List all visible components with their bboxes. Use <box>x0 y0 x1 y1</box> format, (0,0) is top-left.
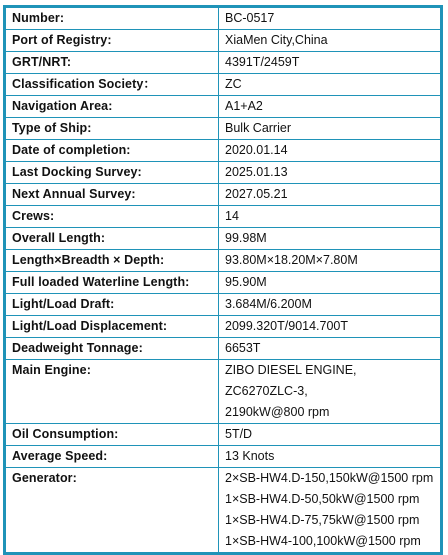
ship-specifications-sheet <box>3 5 443 555</box>
spec-label: Deadweight Tonnage: <box>6 338 219 360</box>
spec-value <box>219 8 441 30</box>
spec-row <box>6 140 441 162</box>
spec-value-line: 2027.05.21 <box>225 187 288 201</box>
spec-value-line: 1×SB-HW4-100,100kW@1500 rpm <box>225 534 421 548</box>
spec-value-line: Bulk Carrier <box>225 121 291 135</box>
spec-row <box>6 338 441 360</box>
spec-value-line: ZC <box>225 77 242 91</box>
spec-label: Next Annual Survey: <box>6 184 219 206</box>
spec-label: Navigation Area: <box>6 96 219 118</box>
spec-value-line: 1×SB-HW4.D-75,75kW@1500 rpm <box>225 513 420 527</box>
spec-value <box>219 206 441 228</box>
spec-label: Crews: <box>6 206 219 228</box>
spec-value <box>219 140 441 162</box>
spec-value-line: A1+A2 <box>225 99 263 113</box>
spec-label: Overall Length: <box>6 228 219 250</box>
specifications-table-body <box>6 8 441 553</box>
spec-label: Classification Society： <box>6 74 219 96</box>
spec-label: Number: <box>6 8 219 30</box>
spec-value-line: 2025.01.13 <box>225 165 288 179</box>
spec-row <box>6 118 441 140</box>
spec-value <box>219 446 441 468</box>
spec-row <box>6 424 441 446</box>
spec-label: Date of completion: <box>6 140 219 162</box>
spec-row <box>6 184 441 206</box>
spec-value-line: 6653T <box>225 341 261 355</box>
spec-label: Oil Consumption: <box>6 424 219 446</box>
spec-value-line: 3.684M/6.200M <box>225 297 312 311</box>
spec-label: Average Speed: <box>6 446 219 468</box>
spec-value <box>219 360 441 424</box>
spec-row <box>6 250 441 272</box>
spec-value <box>219 250 441 272</box>
spec-label: Full loaded Waterline Length: <box>6 272 219 294</box>
spec-row <box>6 446 441 468</box>
spec-label: Light/Load Draft: <box>6 294 219 316</box>
spec-row <box>6 272 441 294</box>
spec-value-line: BC-0517 <box>225 11 275 25</box>
spec-value-line: 14 <box>225 209 239 223</box>
spec-value-line: 93.80M×18.20M×7.80M <box>225 253 358 267</box>
spec-row <box>6 30 441 52</box>
spec-row <box>6 316 441 338</box>
spec-value <box>219 228 441 250</box>
spec-value-line: 2×SB-HW4.D-150,150kW@1500 rpm <box>225 471 434 485</box>
spec-value-line: 99.98M <box>225 231 267 245</box>
spec-label: Port of Registry: <box>6 30 219 52</box>
spec-value-line: 4391T/2459T <box>225 55 300 69</box>
spec-row <box>6 52 441 74</box>
spec-label: Main Engine: <box>6 360 219 424</box>
spec-row <box>6 360 441 424</box>
spec-value <box>219 468 441 553</box>
spec-value-line: 2020.01.14 <box>225 143 288 157</box>
spec-value-line: 5T/D <box>225 427 253 441</box>
spec-value <box>219 96 441 118</box>
spec-row <box>6 162 441 184</box>
spec-value <box>219 52 441 74</box>
spec-row <box>6 8 441 30</box>
spec-label: Generator: <box>6 468 219 553</box>
spec-label: Type of Ship: <box>6 118 219 140</box>
spec-value <box>219 30 441 52</box>
spec-value <box>219 424 441 446</box>
spec-value-line: ZC6270ZLC-3, <box>225 384 308 398</box>
spec-value <box>219 74 441 96</box>
spec-row <box>6 228 441 250</box>
spec-label: Length×Breadth × Depth: <box>6 250 219 272</box>
spec-value-line: 95.90M <box>225 275 267 289</box>
spec-value-line: ZIBO DIESEL ENGINE, <box>225 363 357 377</box>
spec-value-line: 13 Knots <box>225 449 275 463</box>
spec-value-line: 2099.320T/9014.700T <box>225 319 349 333</box>
spec-row <box>6 206 441 228</box>
spec-row <box>6 294 441 316</box>
spec-row <box>6 468 441 553</box>
spec-row <box>6 74 441 96</box>
spec-value-line: 1×SB-HW4.D-50,50kW@1500 rpm <box>225 492 420 506</box>
spec-label: Last Docking Survey: <box>6 162 219 184</box>
spec-row <box>6 96 441 118</box>
spec-value <box>219 118 441 140</box>
spec-label: GRT/NRT: <box>6 52 219 74</box>
specifications-table <box>5 7 441 553</box>
spec-value <box>219 338 441 360</box>
spec-value <box>219 272 441 294</box>
spec-value <box>219 316 441 338</box>
spec-value-line: XiaMen City,China <box>225 33 328 47</box>
spec-value <box>219 184 441 206</box>
spec-value <box>219 162 441 184</box>
spec-label: Light/Load Displacement: <box>6 316 219 338</box>
spec-value <box>219 294 441 316</box>
spec-value-line: 2190kW@800 rpm <box>225 405 330 419</box>
